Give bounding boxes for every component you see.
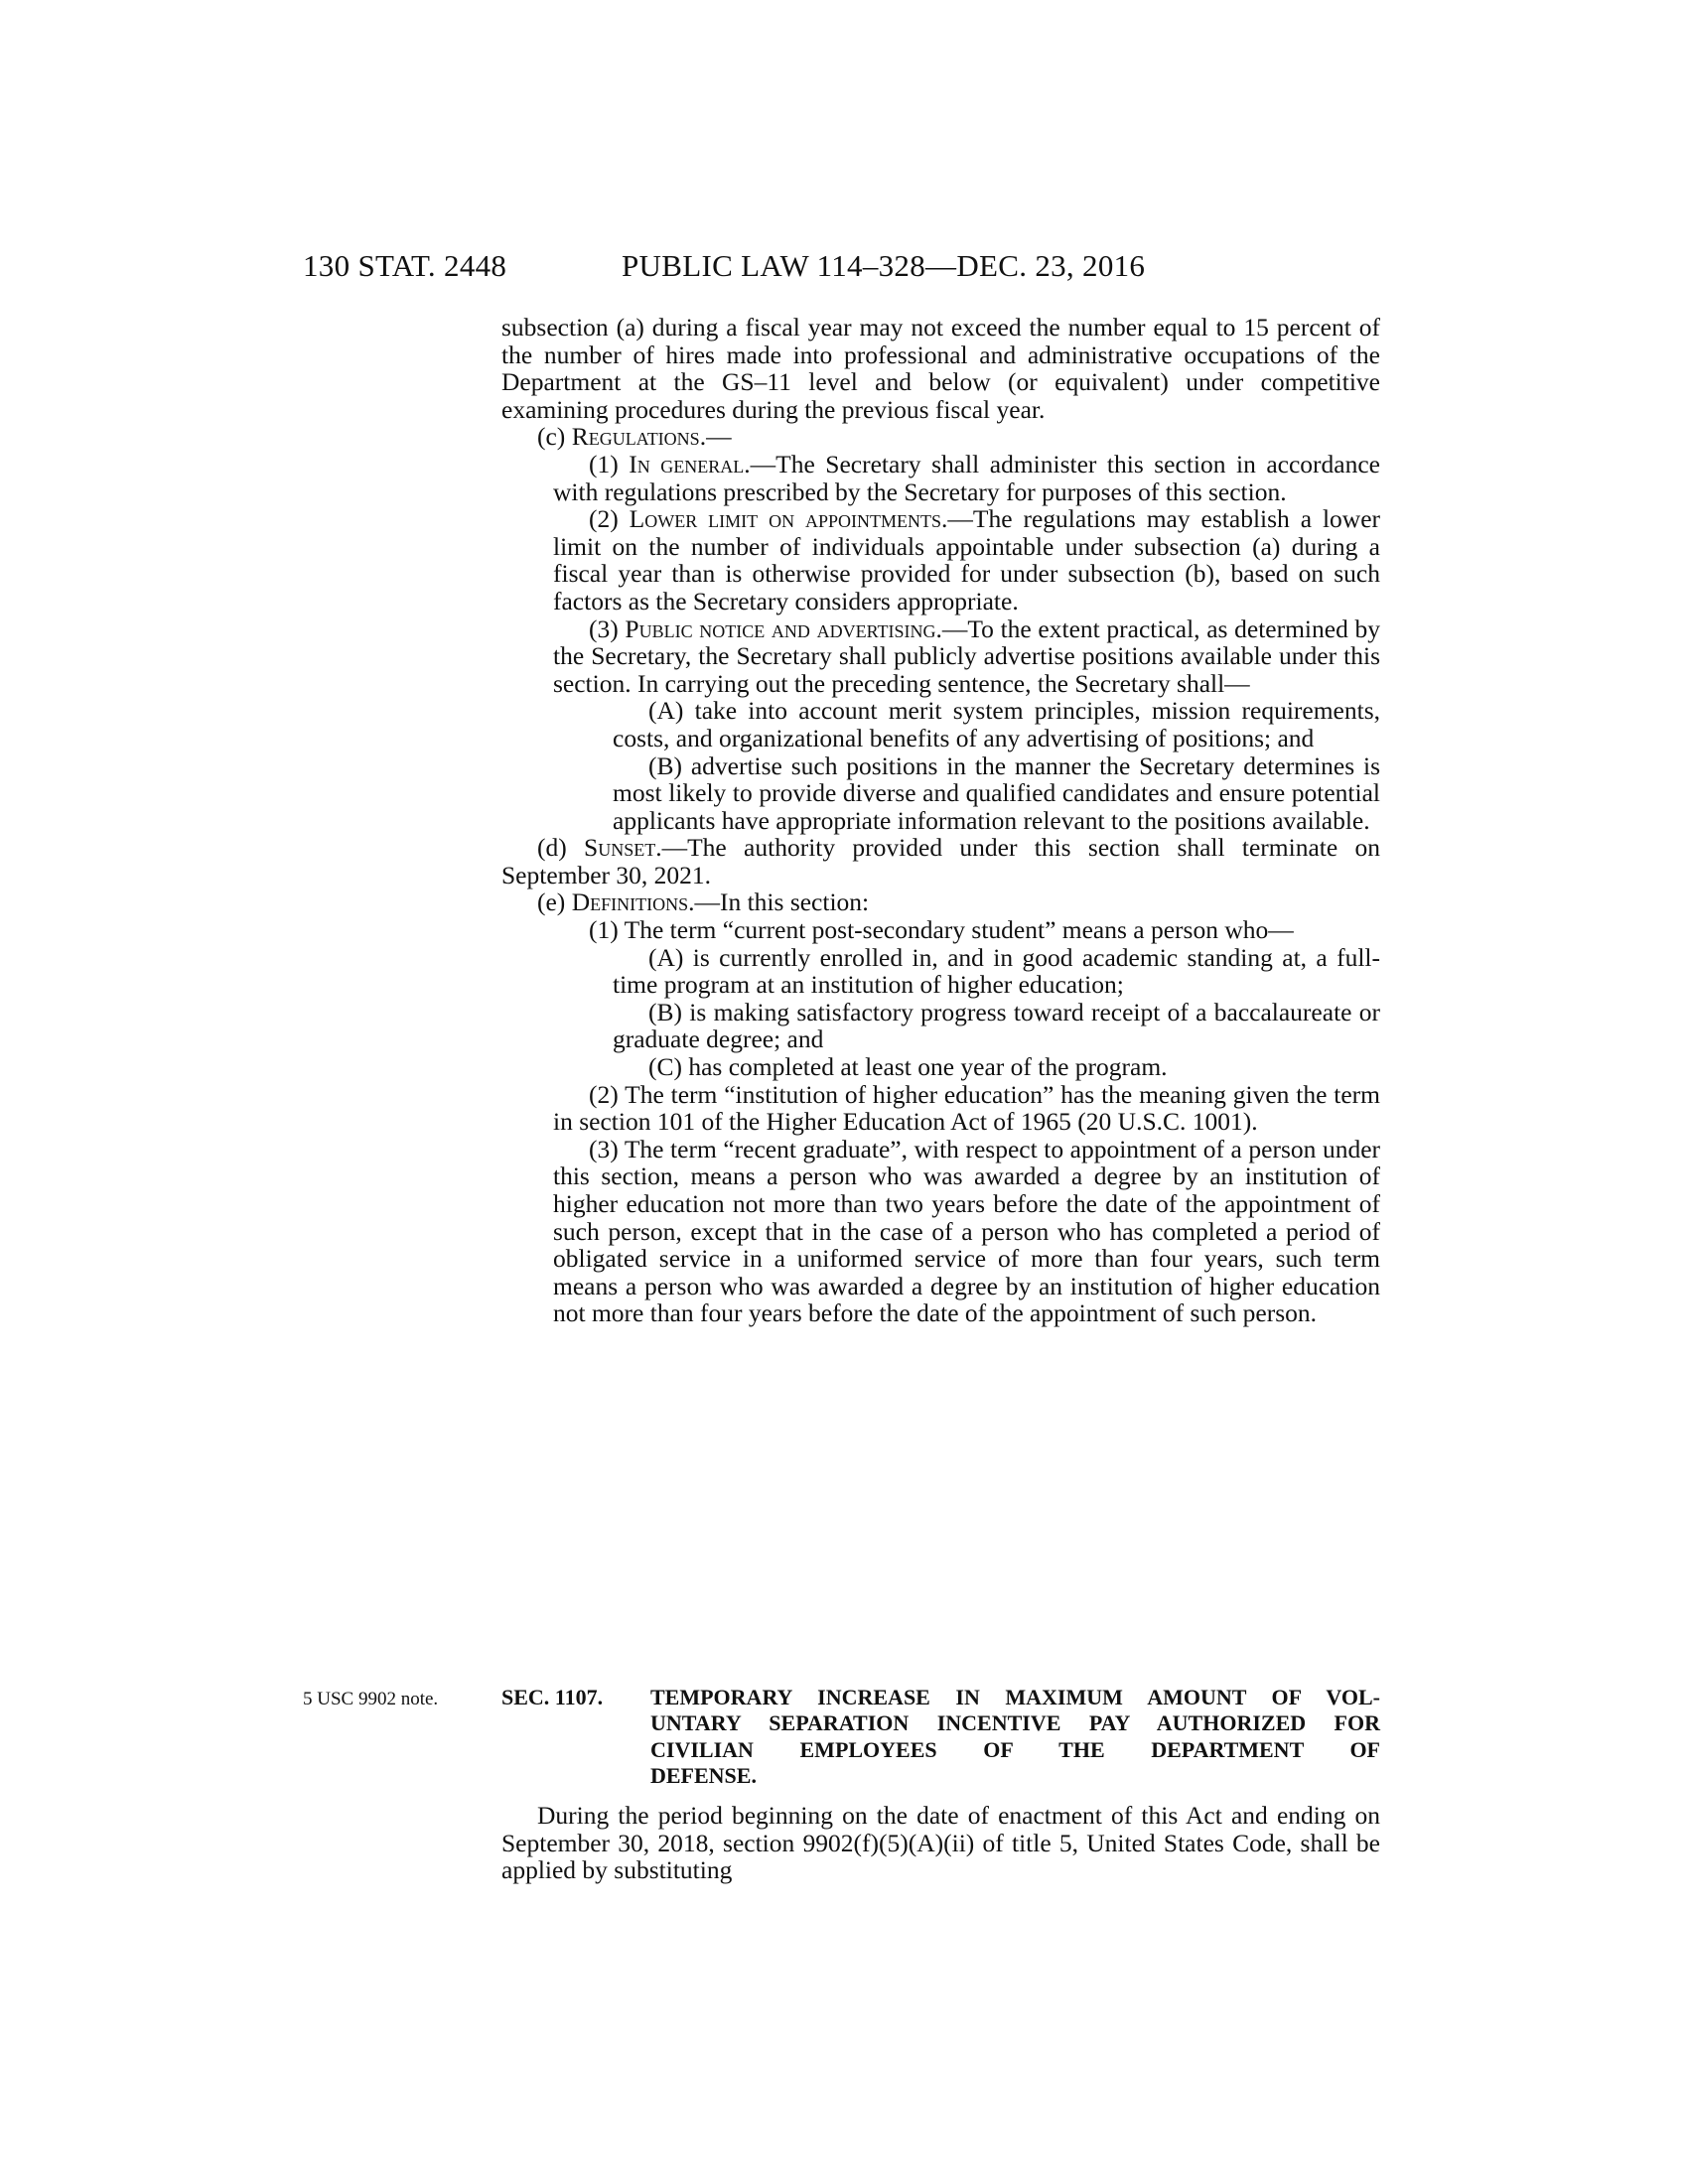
subsection-c-heading: (c) Regulations.—	[537, 422, 732, 452]
section-paragraph: During the period beginning on the date of enactment of this Act and ending on September 30, 2018, section 9902(f)(5)(A)(ii) of title 5, United States Code, shall be applied by substituting	[501, 1801, 1380, 1885]
paragraph-c3: (3) Public notice and advertising.—To the extent practical, as determined by the Secretary, the Secretary shall publicly advertise positions available under this section. In carrying out the preceding sentence, the Secretary shall—	[553, 614, 1380, 698]
subsection-b-continuation: subsection (a) during a fiscal year may not exceed the number equal to 15 percent of the number of hires made into professional and administrative occupations of the Department at the GS–11 level and below (or equivalent) under competitive examining procedures during the previous fiscal year.	[501, 313, 1380, 424]
paragraph-e3: (3) The term “recent graduate”, with respect to appointment of a person under this section, means a person who was awarded a degree by an institution of higher education not more than two years before the date of the appointment of such person, except that in the case of a person who has completed a period of obligated service in a uniformed service of more than four years, such term means a person who was awarded a degree by an institution of higher education not more than four years before the date of the appointment of such person.	[553, 1134, 1380, 1328]
section-heading	[501, 1685, 1380, 1790]
paragraph-e2: (2) The term “institution of higher education” has the meaning given the term in section 101 of the Higher Education Act of 1965 (20 U.S.C. 1001).	[553, 1079, 1380, 1137]
section-title-line: UNTARY SEPARATION INCENTIVE PAY AUTHORIZED FOR	[650, 1710, 1380, 1736]
page-number-header: 130 STAT. 2448	[303, 248, 507, 283]
section-title-line: DEFENSE.	[650, 1763, 757, 1789]
subparagraph-e1C: (C) has completed at least one year of the program.	[648, 1052, 1168, 1082]
subparagraph-e1A: (A) is currently enrolled in, and in good academic standing at, a full-time program at an institution of higher education;	[613, 942, 1380, 1000]
section-number: SEC. 1107.	[501, 1685, 604, 1709]
main-text	[501, 314, 1380, 1327]
subparagraph-e1B: (B) is making satisfactory progress toward receipt of a baccalaureate or graduate degree; and	[613, 997, 1380, 1054]
paragraph-c1: (1) In general.—The Secretary shall administer this section in accordance with regulations prescribed by the Secretary for purposes of this section.	[553, 449, 1380, 506]
running-title: PUBLIC LAW 114–328—DEC. 23, 2016	[622, 248, 1146, 283]
margin-note: 5 USC 9902 note.	[303, 1689, 439, 1709]
section-title-line: CIVILIAN EMPLOYEES OF THE DEPARTMENT OF	[650, 1736, 1380, 1762]
paragraph-e1: (1) The term “current post-secondary student” means a person who—	[589, 915, 1294, 945]
subparagraph-c3A: (A) take into account merit system principles, mission requirements, costs, and organizational benefits of any advertising of positions; and	[613, 696, 1380, 752]
subsection-d: (d) Sunset.—The authority provided under this section shall terminate on September 30, 2021.	[501, 833, 1380, 889]
section-body	[501, 1802, 1380, 1884]
subparagraph-c3B: (B) advertise such positions in the manner the Secretary determines is most likely to provide diverse and qualified candidates and ensure potential applicants have appropriate information relevant to the positions available.	[613, 751, 1380, 835]
section-title-line: TEMPORARY INCREASE IN MAXIMUM AMOUNT OF VOL-	[650, 1685, 1380, 1709]
paragraph-c2: (2) Lower limit on appointments.—The regulations may establish a lower limit on the number of individuals appointable under subsection (a) during a fiscal year than is otherwise provided for under subsection (b), based on such factors as the Secretary considers appropriate.	[553, 504, 1381, 615]
subsection-e-heading: (e) Definitions.—In this section:	[537, 887, 870, 917]
